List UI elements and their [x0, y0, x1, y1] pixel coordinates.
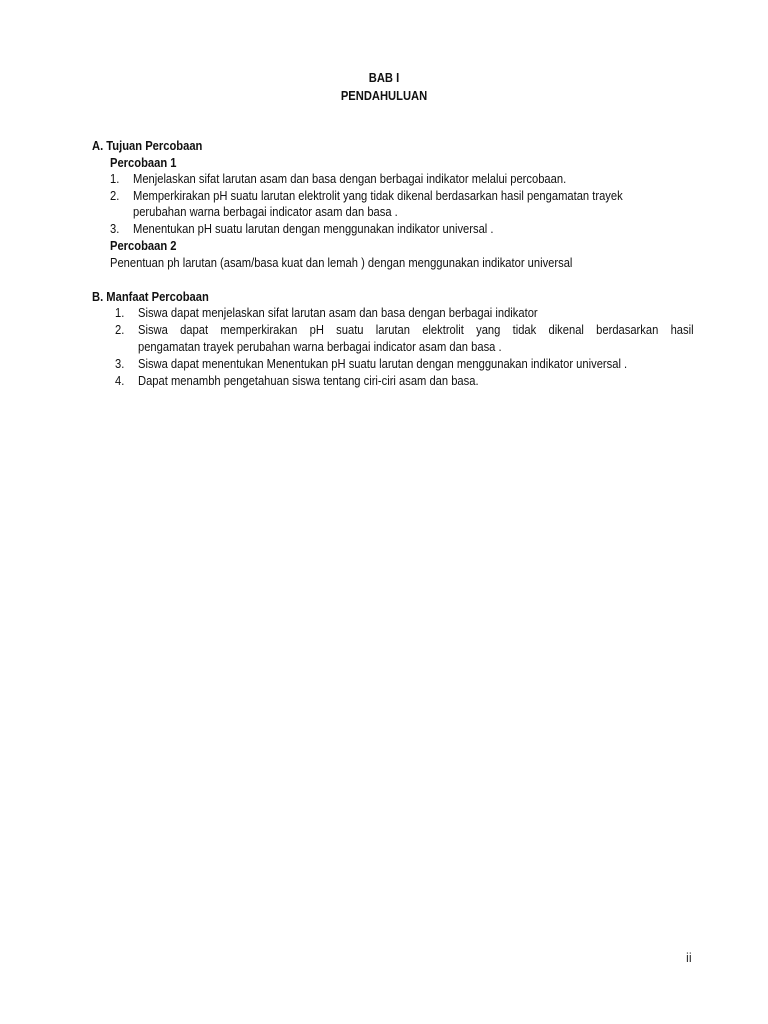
percobaan-2-title: Percobaan 2 — [110, 238, 177, 253]
list-item-number: 1. — [110, 171, 120, 186]
list-item-text-continued: pengamatan trayek perubahan warna berbagai indicator asam dan basa . — [138, 339, 502, 354]
page-number: ii — [686, 950, 692, 965]
percobaan-2-text: Penentuan ph larutan (asam/basa kuat dan lemah ) dengan menggunakan indikator universal — [110, 255, 573, 270]
list-item-number: 2. — [115, 322, 125, 337]
list-item-number: 3. — [110, 221, 120, 236]
list-item-text: Memperkirakan pH suatu larutan elektrolit yang tidak dikenal berdasarkan hasil pengamatan trayek — [133, 188, 623, 203]
list-item-text-continued: perubahan warna berbagai indicator asam dan basa . — [133, 204, 398, 219]
chapter-label: BAB I — [368, 70, 400, 85]
list-item-text: Siswa dapat menjelaskan sifat larutan asam dan basa dengan berbagai indikator — [138, 305, 538, 320]
section-a-heading: A. Tujuan Percobaan — [92, 138, 203, 153]
section-b-heading: B. Manfaat Percobaan — [92, 289, 209, 304]
list-item-text: Dapat menambh pengetahuan siswa tentang ciri-ciri asam dan basa. — [138, 373, 479, 388]
list-item-text: Siswa dapat menentukan Menentukan pH suatu larutan dengan menggunakan indikator universal . — [138, 356, 628, 371]
list-item-text: Siswa dapat memperkirakan pH suatu larutan elektrolit yang tidak dikenal berdasarkan hasil — [138, 322, 694, 337]
list-item-number: 4. — [115, 373, 125, 388]
list-item-text: Menjelaskan sifat larutan asam dan basa dengan berbagai indikator melalui percobaan. — [133, 171, 567, 186]
list-item-number: 3. — [115, 356, 125, 371]
list-item-number: 1. — [115, 305, 125, 320]
percobaan-1-title: Percobaan 1 — [110, 155, 177, 170]
chapter-title: PENDAHULUAN — [340, 88, 428, 103]
list-item-text: Menentukan pH suatu larutan dengan menggunakan indikator universal . — [133, 221, 494, 236]
list-item-number: 2. — [110, 188, 120, 203]
